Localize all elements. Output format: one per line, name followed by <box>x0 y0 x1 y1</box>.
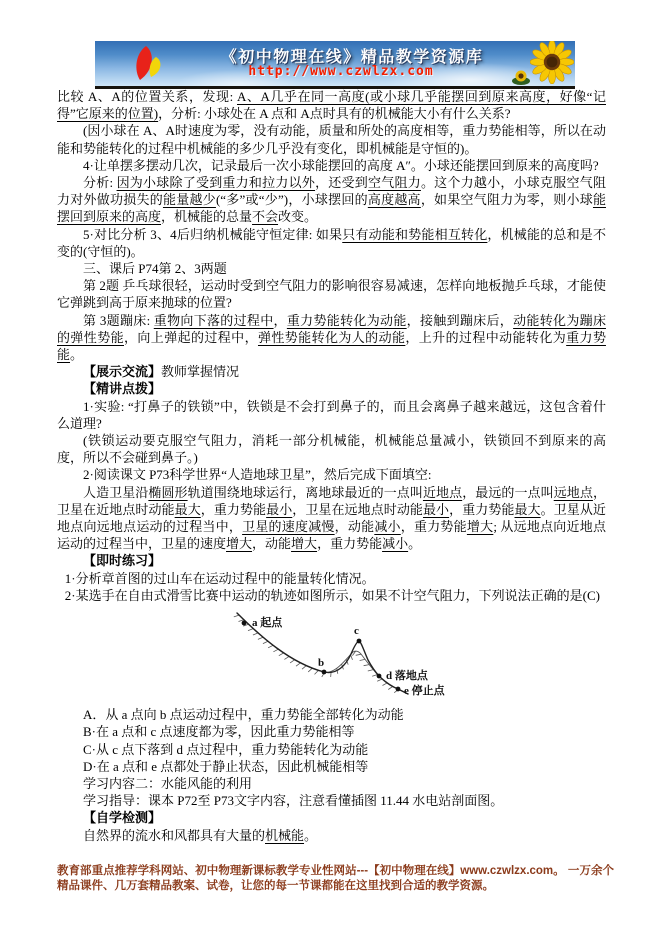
text-run: 1·实验: “打鼻子的铁锁”中，铁锁是不会打到鼻子的，而且会离鼻子越来越远，这包含着什么道理? <box>57 398 606 431</box>
text-run: 三、课后 P74第 2、3两题 <box>83 261 227 277</box>
text-run: ，机械能的总量 <box>161 209 253 225</box>
text-run: ，接触到蹦床后， <box>406 312 514 328</box>
text-run: ，重力势能 <box>317 536 383 552</box>
text-run: 动能转化为蹦床的弹性势能 <box>57 312 606 345</box>
text-run: 自然界的流水和风都具有大量的 <box>83 827 266 843</box>
text-run: 最小 <box>422 501 450 517</box>
text-run: 重物向下落的过程中 <box>153 312 274 328</box>
paragraph <box>57 706 606 723</box>
text-run: ，向上弹起的过程中， <box>124 329 258 345</box>
section-heading: 【自学检测】 <box>83 810 162 826</box>
text-run: 。 <box>304 827 318 843</box>
text-run: ，机械能的总和是不变的(守恒的)。 <box>57 226 606 259</box>
text-run: 增大 <box>466 519 494 535</box>
section-heading: 【精讲点拨】 <box>83 381 162 397</box>
text-run: C·从 c 点下落到 d 点过程中，重力势能转化为动能 <box>83 741 369 757</box>
text-run: 分析: <box>83 175 117 191</box>
text-run: ; 从远地点向近地点运动的过程当中，卫星的速度 <box>57 519 606 552</box>
sunflower-icon <box>530 41 574 89</box>
paragraph <box>57 226 606 260</box>
point-c <box>357 639 362 644</box>
point-label-b: b <box>318 657 325 670</box>
text-run: 轨道围绕地球运行，离地球最近的一点叫 <box>187 484 423 500</box>
text-run: ，还受到 <box>315 175 368 191</box>
text-run: (因小球在 A、A时速度为零，没有动能，质量和所处的高度相等，重力势能相等，所以在动能和势能转化的过程中机械能的多少几乎没有变化，即机械能是守恒的)。 <box>57 123 606 156</box>
text-run: 2·某选手在自由式滑雪比赛中运动的轨迹如图所示，如果不计空气阻力，下列说法正确的是(C) <box>64 587 600 603</box>
text-run: 最大 <box>174 501 201 517</box>
paragraph <box>57 398 606 432</box>
ski-trajectory-diagram <box>215 608 500 705</box>
paragraph <box>57 312 606 364</box>
text-run: ，分析: 小球处在 A 点和 A点时具有的机械能大小有什么关系? <box>158 106 511 122</box>
section-heading: 【即时练习】 <box>83 553 162 569</box>
paragraph <box>57 363 606 380</box>
paragraph <box>57 827 606 844</box>
point-b <box>322 670 327 675</box>
text-run: ，卫星在近地点时动能 <box>57 484 606 517</box>
text-run: 卫星的速度减慢 <box>242 519 335 535</box>
text-run: 第 3题蹦床: <box>83 312 154 328</box>
text-run: 空气阻力 <box>368 175 421 191</box>
text-run: 学习指导：课本 P72至 P73文字内容，注意看懂插图 11.44 水电站剖面图。 <box>83 793 504 809</box>
text-run: ，重力势能 <box>400 519 467 535</box>
text-run: ， <box>273 312 287 328</box>
paragraph <box>57 570 606 587</box>
paragraph <box>57 157 606 174</box>
section-heading: 【展示交流】 <box>83 364 162 380</box>
text-run: (铁锁运动要克服空气阻力，消耗一部分机械能，机械能总量减小，铁锁回不到原来的高度，所以不会碰到鼻子。) <box>57 433 606 466</box>
text-run: 1·分析章首图的过山车在运动过程中的能量转化情况。 <box>64 570 375 586</box>
text-run: 最小 <box>266 501 293 517</box>
paragraphs-bottom <box>57 706 606 844</box>
text-run: 不会 <box>252 209 279 225</box>
small-sunflower-icon <box>511 69 531 89</box>
text-run: (“多”或“少”)，小球摆回的 <box>215 192 368 208</box>
text-run: A．从 a 点向 b 点运动过程中，重力势能全部转化为动能 <box>83 707 404 723</box>
paragraph <box>57 122 606 156</box>
point-label-e: e 停止点 <box>404 685 445 698</box>
point-label-a: a 起点 <box>252 617 283 630</box>
text-run: 近地点 <box>422 484 463 500</box>
text-run: A、A几乎在同一高度(或小球几乎能摆回到原来高度，好像“记得”它原来的位置) <box>57 89 606 122</box>
text-run: 弹性势能转化为人的动能 <box>257 329 406 345</box>
text-run: 学习内容二：水能风能的利用 <box>83 775 253 791</box>
paragraph <box>57 484 606 553</box>
paragraph <box>57 775 606 792</box>
paragraph <box>57 260 606 277</box>
text-run: 只有动能和势能相互转化 <box>342 226 488 242</box>
text-run: 高度越高 <box>367 192 421 208</box>
text-run: 4·让单摆多摆动几次，记录最后一次小球能摆回的高度 A″。小球还能摆回到原来的高度吗? <box>83 157 599 173</box>
paragraph <box>57 587 606 604</box>
paragraph <box>57 741 606 758</box>
text-run: 。卫星从近地点向远地点运动的过程当中， <box>57 501 606 535</box>
paragraph <box>57 174 606 226</box>
text-run: 椭圆形 <box>148 484 188 500</box>
banner-title: 《初中物理在线》精品教学资源库 <box>220 49 484 66</box>
text-run: ，重力势能 <box>200 501 267 517</box>
paragraph <box>57 466 606 483</box>
text-run: 增大 <box>291 536 318 552</box>
paragraph <box>57 380 606 397</box>
text-run: ，上升的过程中动能转化为 <box>405 329 567 345</box>
paragraph <box>57 809 606 826</box>
text-run: 重力势能转化为动能 <box>286 312 407 328</box>
text-run: D·在 a 点和 e 点都处于静止状态，因此机械能相等 <box>83 758 369 774</box>
text-run: 远地点 <box>553 484 593 500</box>
text-run: ，如果空气阻力为零，则小球 <box>420 192 593 208</box>
paragraph <box>57 758 606 775</box>
text-run: ，最远的一点叫 <box>462 484 554 500</box>
paragraph <box>57 277 606 311</box>
paragraph <box>57 792 606 809</box>
text-run: ，卫星在远地点时动能 <box>292 501 423 517</box>
text-run: 。 <box>408 536 422 552</box>
banner-url-link[interactable]: http://www.czwlzx.com <box>248 64 434 79</box>
text-run: 。这个力越小，小球克服空气阻力对外做功损失的 <box>57 175 606 208</box>
text-run: ，动能 <box>334 519 375 535</box>
text-run: ，动能 <box>252 536 292 552</box>
text-run: ，重力势能 <box>449 501 515 517</box>
text-run: 重力势能 <box>57 329 606 363</box>
text-run: 减小 <box>382 536 409 552</box>
text-run: 2·阅读课文 P73科学世界“人造地球卫星”，然后完成下面填空: <box>83 467 432 483</box>
text-run: 能摆回到原来的高度 <box>57 192 606 225</box>
paragraph <box>57 723 606 740</box>
point-e <box>396 687 401 692</box>
text-run: 能量越少 <box>162 192 216 208</box>
point-label-d: d 落地点 <box>386 670 428 683</box>
text-run: 第 2题 乒乓球很轻，运动时受到空气阻力的影响很容易减速，怎样向地板抛乒乓球，才能使它弹跳到高于原来抛球的位置? <box>57 278 606 311</box>
text-run: 减小 <box>374 519 401 535</box>
text-run: 机械能 <box>265 827 305 843</box>
text-run: 。 <box>70 347 84 363</box>
text-run: B·在 a 点和 c 点速度都为零，因此重力势能相等 <box>83 724 355 740</box>
point-a <box>242 621 247 626</box>
text-run: 人造卫星沿 <box>83 484 149 500</box>
text-run: 最大 <box>514 501 541 517</box>
text-run: 因为小球除了受到重力和拉力以外 <box>116 175 316 191</box>
point-label-c: c <box>354 625 359 638</box>
paragraph <box>57 88 606 122</box>
paragraph <box>57 552 606 569</box>
text-run: 增大 <box>226 536 253 552</box>
text-run: 教师掌握情况 <box>161 364 240 380</box>
paragraph <box>57 432 606 466</box>
document-body <box>57 88 606 844</box>
footer-promo-text: 教育部重点推荐学科网站、初中物理新课标教学专业性网站---【初中物理在线】www.czwlzx.com。 一万余个精品课件、几万套精品教案、试卷，让您的每一节课都能在这里找到合适的教学资源。 <box>57 865 614 892</box>
paragraphs-top <box>57 88 606 604</box>
site-logo-icon <box>125 44 171 89</box>
text-run: 改变。 <box>278 209 318 225</box>
site-banner <box>95 41 575 89</box>
text-run: 5·对比分析 3、4后归纳机械能守恒定律: 如果 <box>83 226 343 242</box>
text-run: 比较 A、A的位置关系，发现: <box>57 89 237 104</box>
point-d <box>377 674 382 679</box>
